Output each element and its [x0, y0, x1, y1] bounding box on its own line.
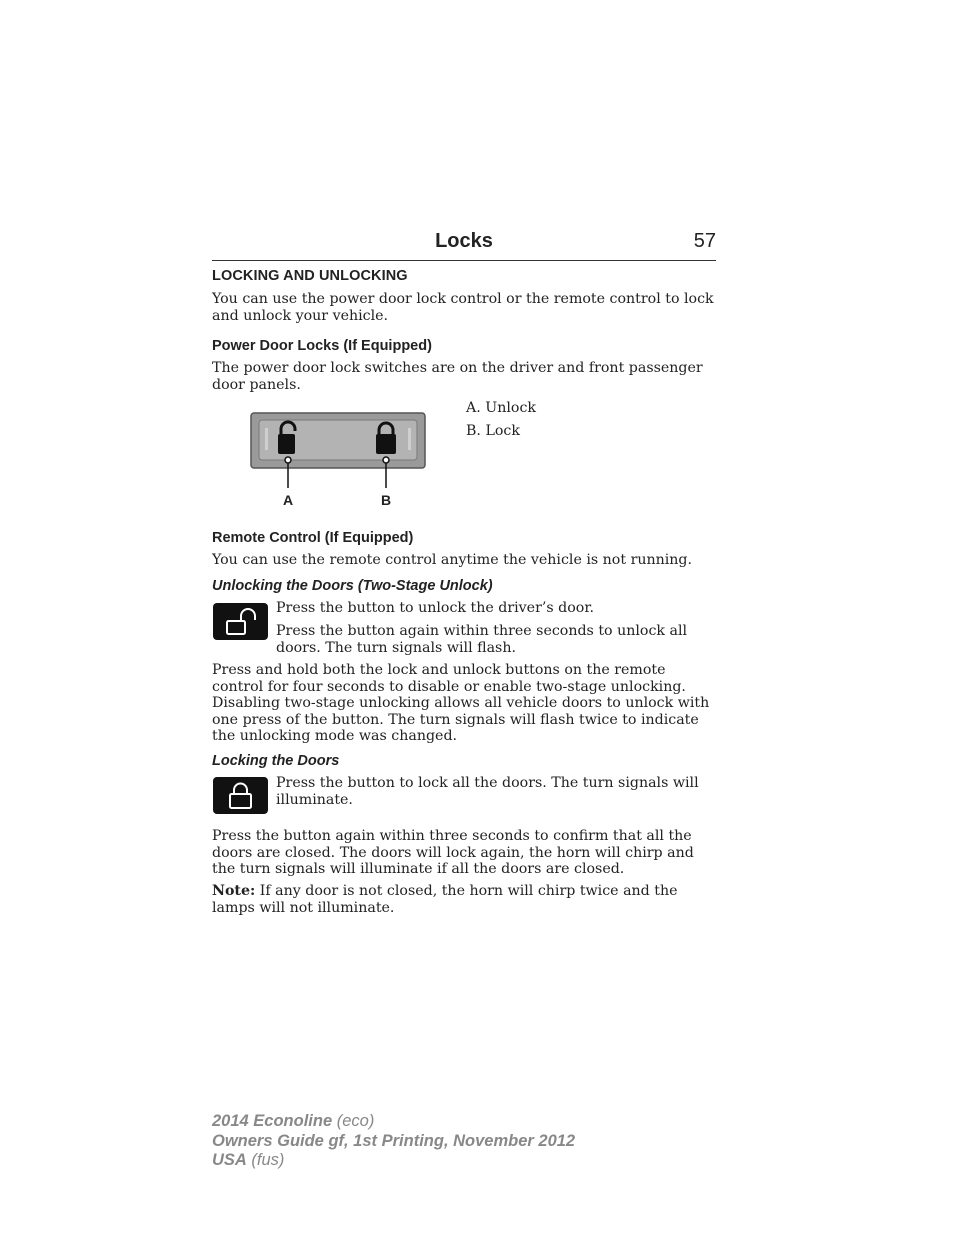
subheading-locking: Locking the Doors	[212, 753, 340, 769]
subheading-unlocking: Unlocking the Doors (Two-Stage Unlock)	[212, 578, 493, 594]
note-paragraph	[212, 883, 718, 916]
note-label: Note:	[212, 883, 256, 899]
unlock-step-2: Press the button again within three seconds to unlock all doors. The turn signals will flash.	[276, 623, 688, 656]
footer-model: 2014 Econoline	[212, 1112, 333, 1130]
intro-paragraph: You can use the power door lock control or the remote control to lock and unlock your vehicle.	[212, 291, 714, 324]
figure-label-a: A	[282, 492, 294, 508]
door-lock-switch-figure	[250, 412, 426, 512]
unlock-step-1: Press the button to unlock the driver’s door.	[276, 600, 595, 616]
subheading-remote-control: Remote Control (If Equipped)	[212, 530, 414, 546]
two-stage-paragraph: Press and hold both the lock and unlock buttons on the remote control for four seconds to disable or enable two-stage unlocking. Disabling two-stage unlocking allows all vehicle doors to unlock with one press of the button. The turn signals will flash twice to indicate the unlocking mode was changed.	[212, 662, 710, 744]
page-number: 57	[693, 230, 716, 252]
page-footer	[212, 1112, 575, 1171]
section-heading-locking: LOCKING AND UNLOCKING	[212, 268, 408, 284]
subheading-power-door-locks: Power Door Locks (If Equipped)	[212, 338, 432, 354]
footer-market-code: (fus)	[246, 1151, 285, 1169]
note-text: If any door is not closed, the horn will chirp twice and the lamps will not illuminate.	[212, 883, 678, 916]
page-header	[212, 230, 716, 261]
footer-model-code: (eco)	[332, 1112, 375, 1130]
unlock-icon	[213, 603, 268, 640]
footer-market: USA	[212, 1151, 247, 1169]
footer-printing: Owners Guide gf, 1st Printing, November 2012	[212, 1131, 576, 1150]
figure-label-b: B	[380, 492, 392, 508]
lock-confirm-paragraph: Press the button again within three seconds to confirm that all the doors are closed. The doors will lock again, the horn will chirp and the turn signals will illuminate if all the doors are closed.	[212, 828, 694, 877]
legend-item-unlock: A. Unlock	[466, 400, 536, 416]
legend-item-lock: B. Lock	[466, 423, 520, 439]
lock-step-1: Press the button to lock all the doors. The turn signals will illuminate.	[276, 775, 699, 808]
lock-icon	[213, 777, 268, 814]
power-locks-paragraph: The power door lock switches are on the driver and front passenger door panels.	[212, 360, 703, 393]
remote-paragraph: You can use the remote control anytime the vehicle is not running.	[212, 552, 693, 568]
page-title: Locks	[435, 230, 493, 252]
figure-legend	[466, 397, 536, 443]
